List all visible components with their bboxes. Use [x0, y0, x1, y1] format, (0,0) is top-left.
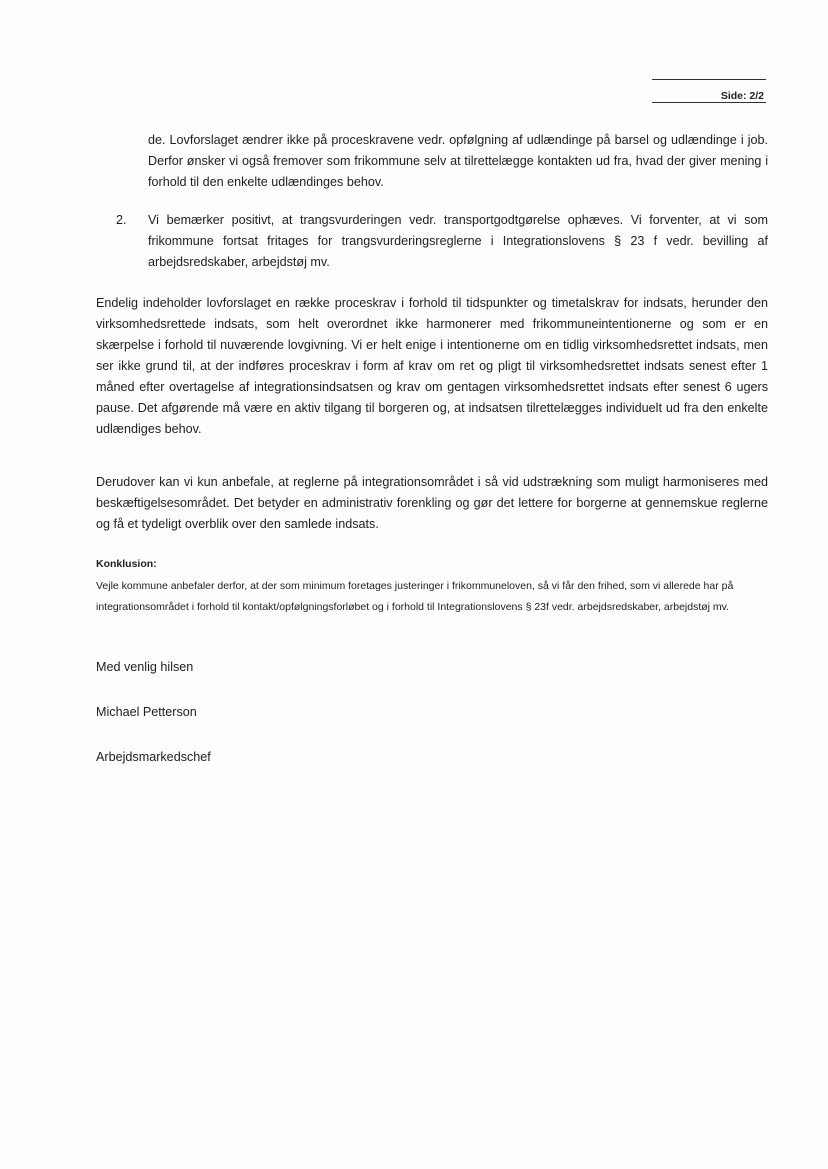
signature-greeting: Med venlig hilsen [96, 660, 194, 674]
page-header-box [652, 79, 766, 103]
paragraph-endelig: Endelig indeholder lovforslaget en række proceskrav i forhold til tidspunkter og timetalskrav for indsats, herunder den virksomhedsrettede indsats, som helt overordnet ikke harmonerer med frikommuneintentionerne og som er en skærpelse i forhold til nuværende lovgivning. Vi er helt enige i intentionerne om en tidlig virksomhedsrettet indsats, men ser ikke grund til, at der indføres proceskrav i form af krav om ret og pligt til virksomhedsrettet indsats senest efter 1 måned efter overtagelse af integrationsindsatsen og krav om gentagen virksomhedsrettet indsats efter senest 6 ugers pause. Det afgørende må være en aktiv tilgang til borgeren og, at indsatsen tilrettelægges individuelt ud fra den enkelte udlændiges behov. [96, 296, 768, 436]
paragraph-continuation: de. Lovforslaget ændrer ikke på proceskravene vedr. opfølgning af udlændinge på barsel og udlændinge i job. Derfor ønsker vi også fremover som frikommune selv at tilrettelægge kontakten ud fra, hvad der giver mening i forhold til den enkelte udlændinges behov. [148, 133, 768, 189]
conclusion-title: Konklusion: [96, 558, 157, 570]
list-item-text: Vi bemærker positivt, at trangsvurderingen vedr. transportgodtgørelse ophæves. Vi forventer, at vi som frikommune fortsat fritages for trangsvurderingsreglerne i Integrationslovens § 23 f vedr. bevilling af arbejdsredskaber, arbejdstøj mv. [148, 213, 768, 269]
signature-name: Michael Petterson [96, 705, 197, 719]
page-number: Side: 2/2 [720, 90, 764, 102]
signature-title: Arbejdsmarkedschef [96, 750, 211, 764]
paragraph-derudover: Derudover kan vi kun anbefale, at reglerne på integrationsområdet i så vid udstrækning som muligt harmoniseres med beskæftigelsesområdet. Det betyder en administrativ forenkling og gør det lettere for borgerne at gennemskue reglerne og få et tydeligt overblik over den samlede indsats. [96, 475, 768, 531]
conclusion-text: Vejle kommune anbefaler derfor, at der som minimum foretages justeringer i frikommuneloven, så vi får den frihed, som vi allerede har på integrationsområdet i forhold til kontakt/opfølgningsforløbet og i forhold til Integrationslovens § 23f vedr. arbejdsredskaber, arbejdstøj mv. [96, 580, 734, 613]
list-number: 2. [116, 213, 127, 227]
